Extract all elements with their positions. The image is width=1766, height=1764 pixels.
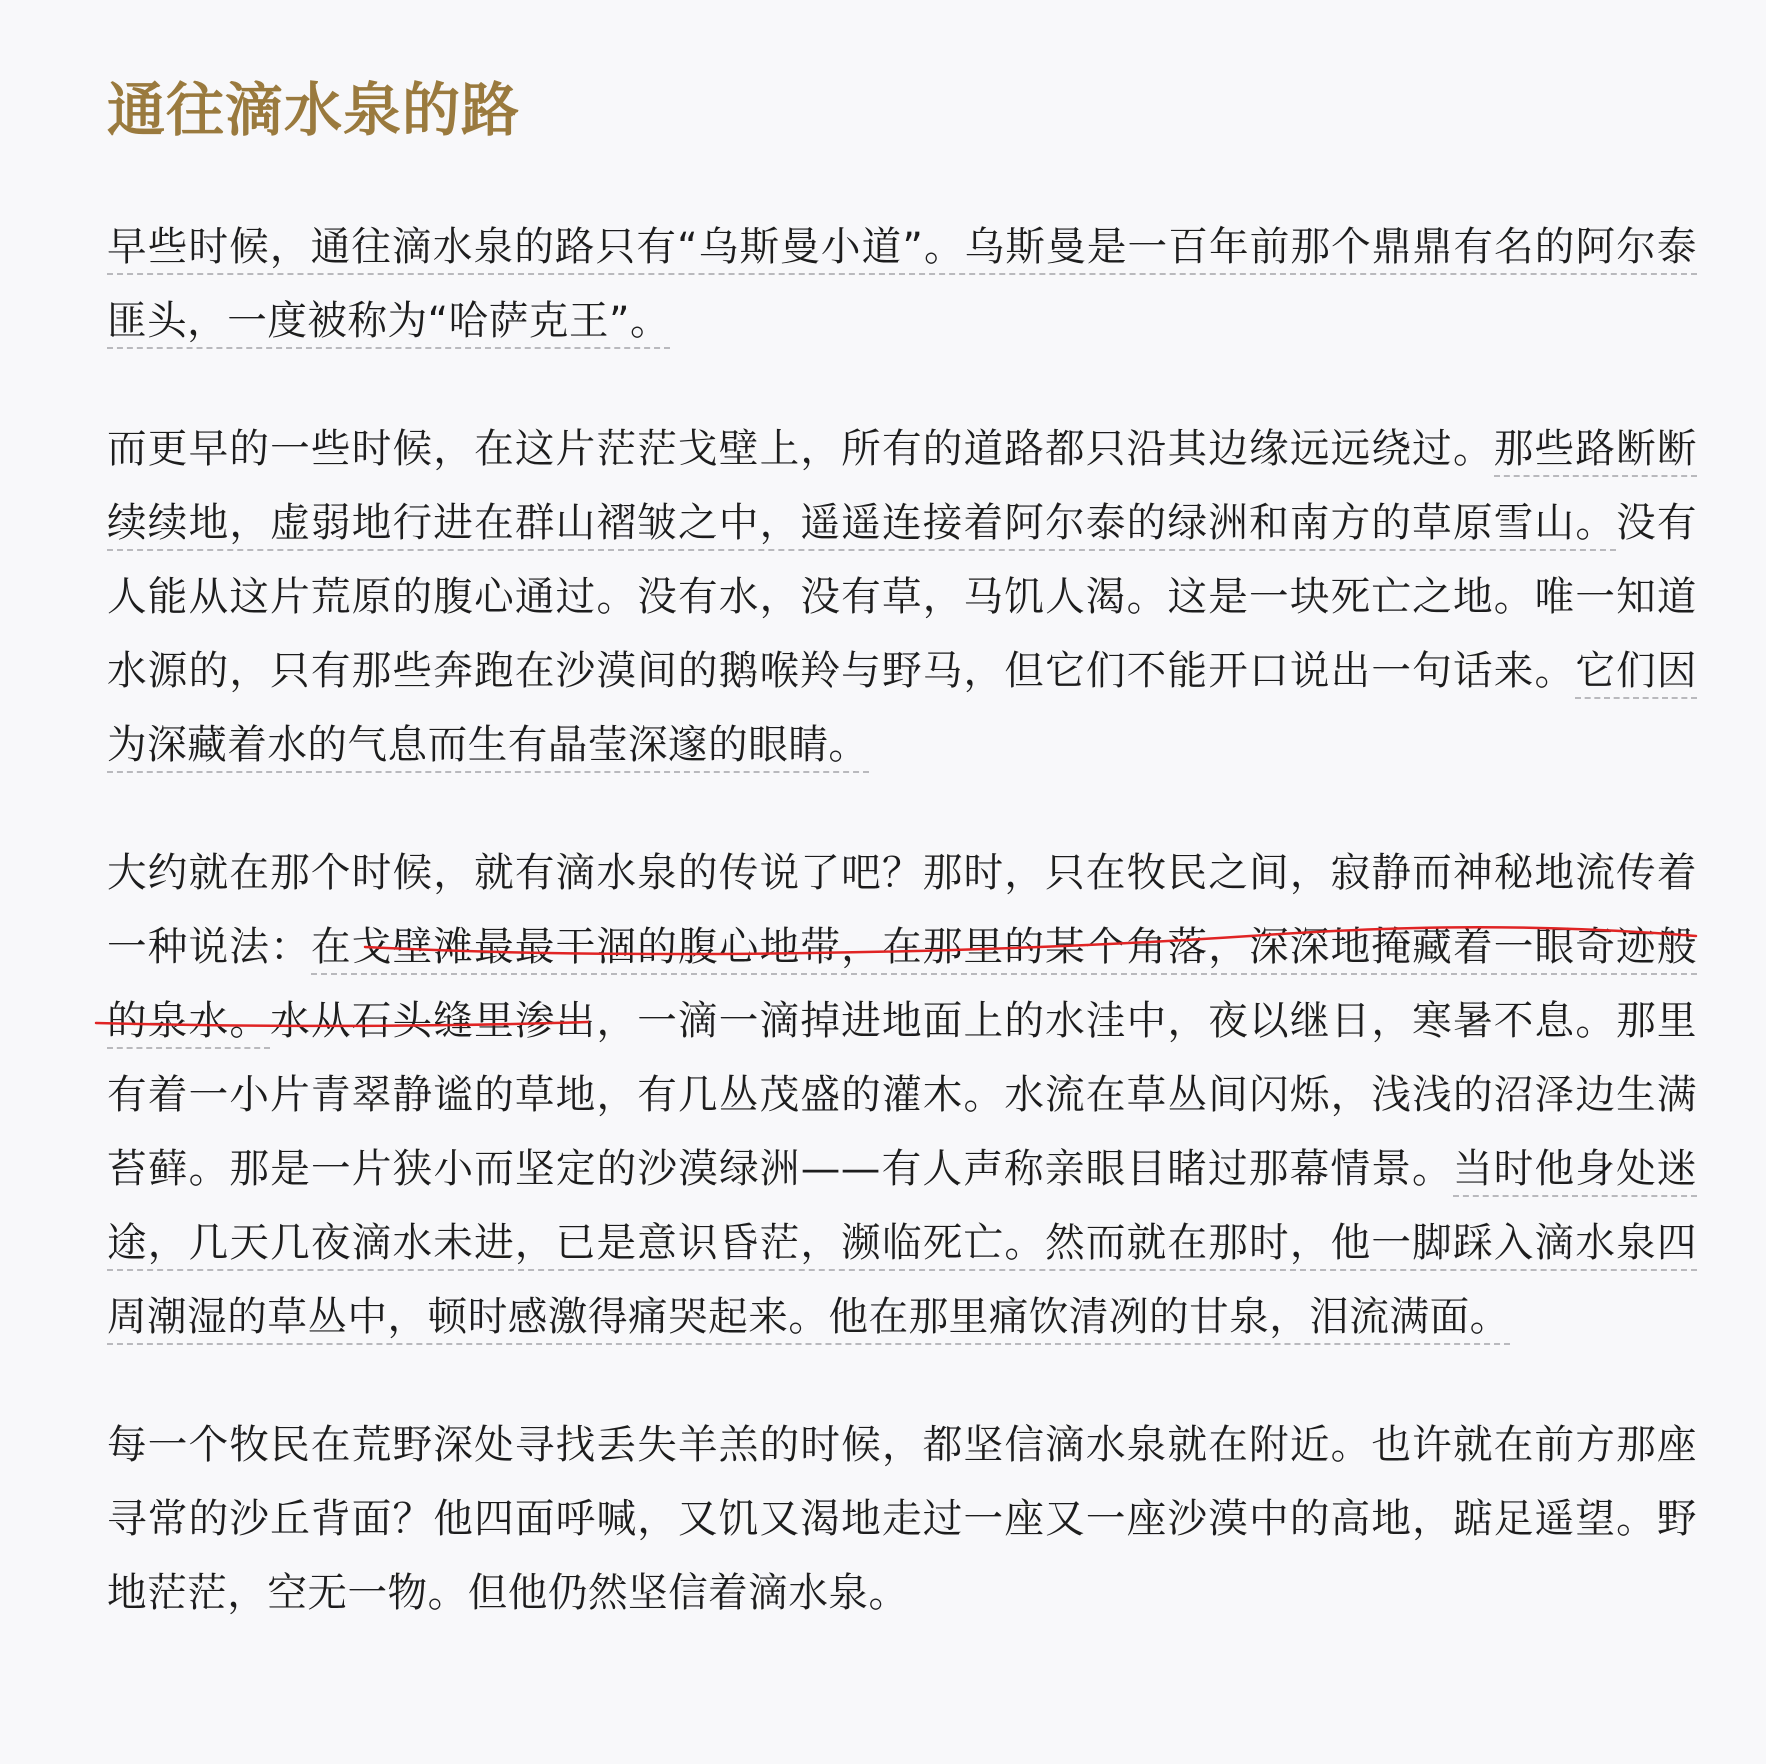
underlined-note[interactable]: 在戈壁滩最最干涸的腹心地带，在那里的某个角落，深深地掩藏着一眼奇迹般的泉水。 xyxy=(107,924,1697,1049)
text-run: 每一个牧民在荒野深处寻找丢失羊羔的时候，都坚信滴水泉就在附近。也许就在前方那座寻常的沙丘背面？他四面呼喊，又饥又渴地走过一座又一座沙漠中的高地，踮足遥望。野地茫茫，空无一物。但他仍然坚信着滴水泉。 xyxy=(107,1422,1697,1616)
paragraph-2 xyxy=(107,412,1697,782)
text-run: 水从石头缝里渗出，一滴一滴掉进地面上的水洼中，夜以继日，寒暑不息。那里有着一小片青翠静谧的草地，有几丛茂盛的灌木。水流在草丛间闪烁，浅浅的沼泽边生满苔藓。那是一片狭小而坚定的沙漠绿洲——有人声称亲眼目睹过那幕情景。 xyxy=(107,998,1697,1192)
underlined-note[interactable]: 早些时候，通往滴水泉的路只有“乌斯曼小道”。乌斯曼是一百年前那个鼎鼎有名的阿尔泰匪头，一度被称为“哈萨克王”。 xyxy=(107,224,1697,349)
article-body xyxy=(107,210,1697,1630)
underlined-note[interactable]: 当时他身处迷途，几天几夜滴水未进，已是意识昏茫，濒临死亡。然而就在那时，他一脚踩入滴水泉四周潮湿的草丛中，顿时感激得痛哭起来。他在那里痛饮清冽的甘泉，泪流满面。 xyxy=(107,1146,1697,1345)
article-title: 通往滴水泉的路 xyxy=(107,76,521,144)
text-run: 没有人能从这片荒原的腹心通过。没有水，没有草，马饥人渴。这是一块死亡之地。唯一知道水源的，只有那些奔跑在沙漠间的鹅喉羚与野马，但它们不能开口说出一句话来。 xyxy=(107,500,1697,694)
text-run: 而更早的一些时候，在这片茫茫戈壁上，所有的道路都只沿其边缘远远绕过。 xyxy=(107,426,1494,472)
paragraph-3 xyxy=(107,836,1697,1354)
underlined-note[interactable]: 它们因为深藏着水的气息而生有晶莹深邃的眼睛。 xyxy=(107,648,1697,773)
underlined-note[interactable]: 那些路断断续续地，虚弱地行进在群山褶皱之中，遥遥连接着阿尔泰的绿洲和南方的草原雪山。 xyxy=(107,426,1697,551)
paragraph-1 xyxy=(107,210,1697,358)
text-run: 大约就在那个时候，就有滴水泉的传说了吧？那时，只在牧民之间，寂静而神秘地流传着一种说法： xyxy=(107,850,1697,970)
paragraph-4 xyxy=(107,1408,1697,1630)
